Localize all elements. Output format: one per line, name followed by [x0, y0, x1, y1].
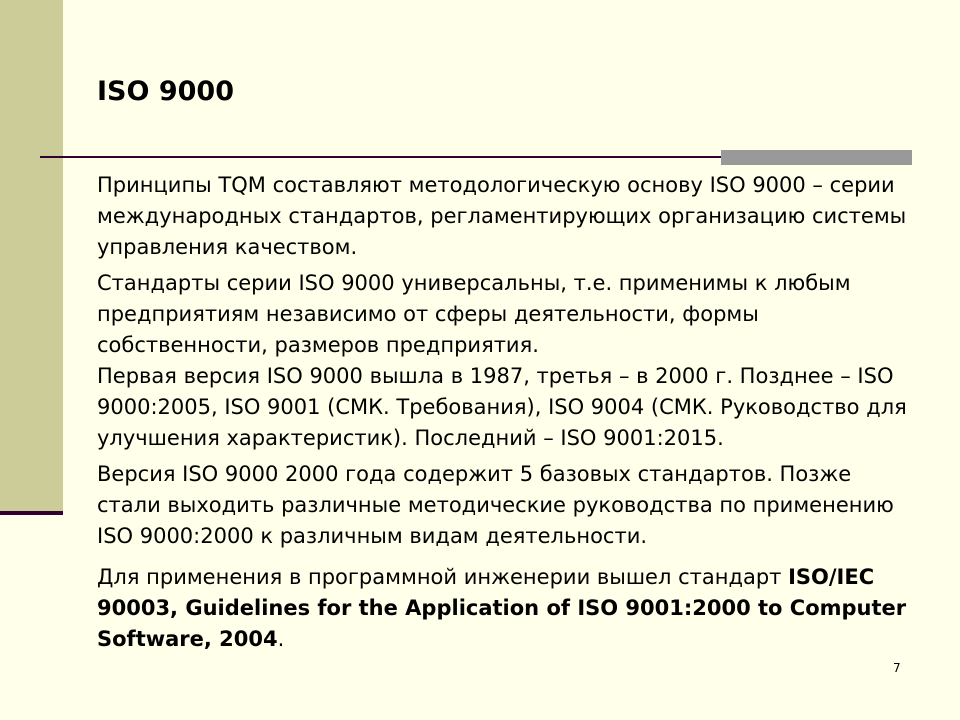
page-number: 7 — [893, 661, 901, 675]
paragraph-software-engineering — [97, 562, 917, 655]
paragraph-base-standards: Версия ISO 9000 2000 года содержит 5 базовых стандартов. Позже стали выходить различные методические руководства по применению ISO 9000:2000 к различным видам деятельности. — [97, 462, 894, 548]
left-decorative-bar — [0, 0, 63, 511]
slide-title: ISO 9000 — [97, 76, 234, 107]
slide-body — [97, 170, 917, 655]
title-accent-bar — [721, 150, 912, 165]
standard-reference: ISO/IEC 90003, Guidelines for the Application of ISO 9001:2000 to Computer Software, 2004 — [97, 565, 907, 651]
paragraph-universal: Стандарты серии ISO 9000 универсальны, т.е. применимы к любым предприятиям независимо от сферы деятельности, формы собственности, размеров предприятия. — [97, 271, 851, 357]
left-decorative-line — [0, 511, 63, 515]
paragraph-tqm: Принципы TQM составляют методологическую основу ISO 9000 – серии международных стандартов, регламентирующих организацию системы управления качеством. — [97, 173, 907, 259]
paragraph-software-engineering-text: Для применения в программной инженерии вышел стандарт — [97, 565, 789, 589]
paragraph-end-punctuation: . — [277, 627, 285, 651]
paragraph-versions: Первая версия ISO 9000 вышла в 1987, третья – в 2000 г. Позднее – ISO 9000:2005, ISO 9001 (СМК. Требования), ISO 9004 (СМК. Руководство для улучшения характеристик). Последний – ISO 9001:2015. — [97, 364, 907, 450]
